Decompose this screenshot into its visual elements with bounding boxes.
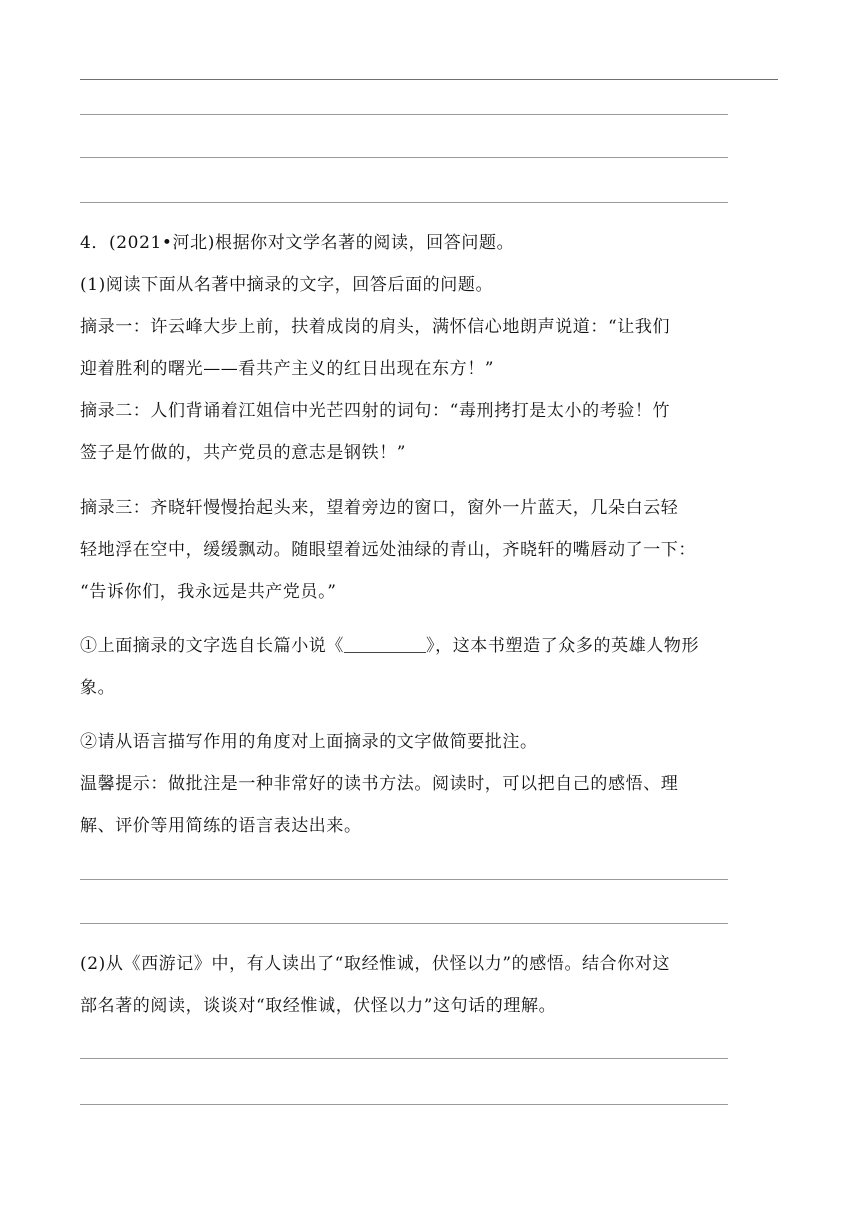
answer-line[interactable] [80,114,728,115]
part1-intro: (1)阅读下面从名著中摘录的文字，回答后面的问题。 [80,275,494,295]
sub-question-1 [80,634,780,658]
excerpt2-line2: 签子是竹做的，共产党员的意志是钢铁！” [80,443,407,463]
part2-line1: (2)从《西游记》中，有人读出了“取经惟诚，伏怪以力”的感悟。结合你对这 [80,954,671,974]
excerpt3-line2: 轻地浮在空中，缓缓飘动。随眼望着远处油绿的青山，齐晓轩的嘴唇动了一下： [80,540,696,560]
excerpt3-line1: 摘录三：齐晓轩慢慢抬起头来，望着旁边的窗口，窗外一片蓝天，几朵白云轻 [80,498,679,518]
answer-line[interactable] [80,1104,728,1105]
question-heading: 4．(2021•河北)根据你对文学名著的阅读，回答问题。 [80,233,515,253]
sub-question-1-cont: 象。 [80,678,116,698]
excerpt3-line3: “告诉你们，我永远是共产党员。” [80,582,337,602]
book-title-blank[interactable] [344,636,426,653]
excerpt1-line2: 迎着胜利的曙光——看共产主义的红日出现在东方！” [80,359,495,379]
answer-line[interactable] [80,923,728,924]
excerpt1-line1: 摘录一：许云峰大步上前，扶着成岗的肩头，满怀信心地朗声说道：“让我们 [80,317,671,337]
sub-question-2: ②请从语言描写作用的角度对上面摘录的文字做简要批注。 [80,732,538,752]
sub1-after: 》，这本书塑造了众多的英雄人物形 [426,636,700,656]
tip-line2: 解、评价等用简练的语言表达出来。 [80,816,362,836]
answer-line[interactable] [80,879,728,880]
part2-line2: 部名著的阅读，谈谈对“取经惟诚，伏怪以力”这句话的理解。 [80,996,557,1016]
answer-line[interactable] [80,1058,728,1059]
answer-line[interactable] [80,157,728,158]
tip-line1: 温馨提示：做批注是一种非常好的读书方法。阅读时，可以把自己的感悟、理 [80,774,679,794]
answer-line[interactable] [80,202,728,203]
sub1-before: ①上面摘录的文字选自长篇小说《 [80,636,344,656]
excerpt2-line1: 摘录二：人们背诵着江姐信中光芒四射的词句：“毒刑拷打是太小的考验！竹 [80,401,671,421]
answer-line[interactable] [80,79,778,80]
